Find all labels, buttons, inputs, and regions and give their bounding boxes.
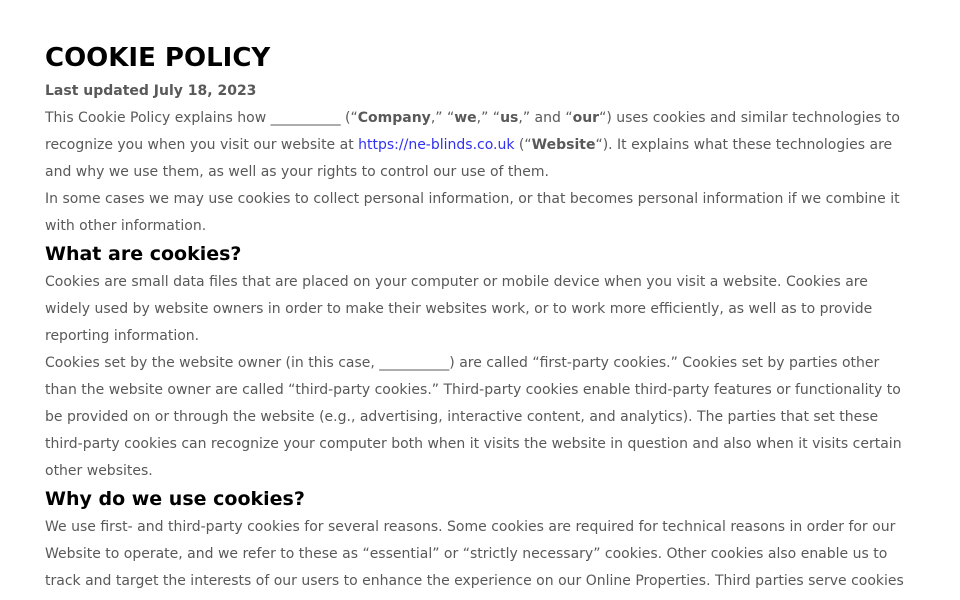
intro-text-1: This Cookie Policy explains how __________ (“ — [45, 110, 358, 126]
what-are-cookies-paragraph-1: Cookies are small data files that are placed on your computer or mobile device when you visit a website. Cookies are widely used by website owners in order to make their websites work, or to work more efficiently, as well as to provide reporting information. — [45, 274, 873, 344]
why-use-cookies-paragraph-1: We use first- and third-party cookies for several reasons. Some cookies are required for technical reasons in order for our Website to operate, and we refer to these as “essential” or “strictly necessary” cookies. Other cookies also enable us to track and target the interests of our users to enhance the experience on our Online Properties. Third parties serve cookies — [45, 519, 904, 589]
section-heading-why-use-cookies: Why do we use cookies? — [45, 488, 305, 510]
intro-text-6: (“ — [514, 137, 532, 153]
we-term: we — [454, 110, 477, 126]
section-heading-what-are-cookies: What are cookies? — [45, 243, 242, 265]
intro-text-7: “). It explains what these technologies are and why we use them, as well as your rights to control our use of them. — [45, 137, 893, 180]
website-link[interactable]: https://ne-blinds.co.uk — [358, 137, 515, 153]
policy-body — [45, 105, 915, 595]
intro-text-5: “) uses cookies and similar technologies to recognize you when you visit our website at — [45, 110, 900, 153]
what-are-cookies-paragraph-2: Cookies set by the website owner (in this case, __________) are called “first-party cookies.” Cookies set by parties other than the website owner are called “third-party cookies.” Third-party cookies enable third-party features or functionality to be provided on or through the website (e.g., advertising, interactive content, and analytics). The parties that set these third-party cookies can recognize your computer both when it visits the website in question and also when it visits certain other websites. — [45, 355, 902, 479]
last-updated-date: Last updated July 18, 2023 — [45, 83, 257, 99]
intro-paragraph — [45, 105, 915, 186]
website-term: Website — [531, 137, 596, 153]
company-term: Company — [357, 110, 431, 126]
our-term: our — [572, 110, 600, 126]
us-term: us — [500, 110, 519, 126]
intro-text-3: ,” “ — [476, 110, 501, 126]
intro-text-4: ,” and “ — [518, 110, 573, 126]
intro-text-2: ,” “ — [430, 110, 455, 126]
intro-paragraph-2: In some cases we may use cookies to collect personal information, or that becomes personal information if we combine it with other information. — [45, 191, 900, 234]
page-title: COOKIE POLICY — [45, 43, 271, 73]
